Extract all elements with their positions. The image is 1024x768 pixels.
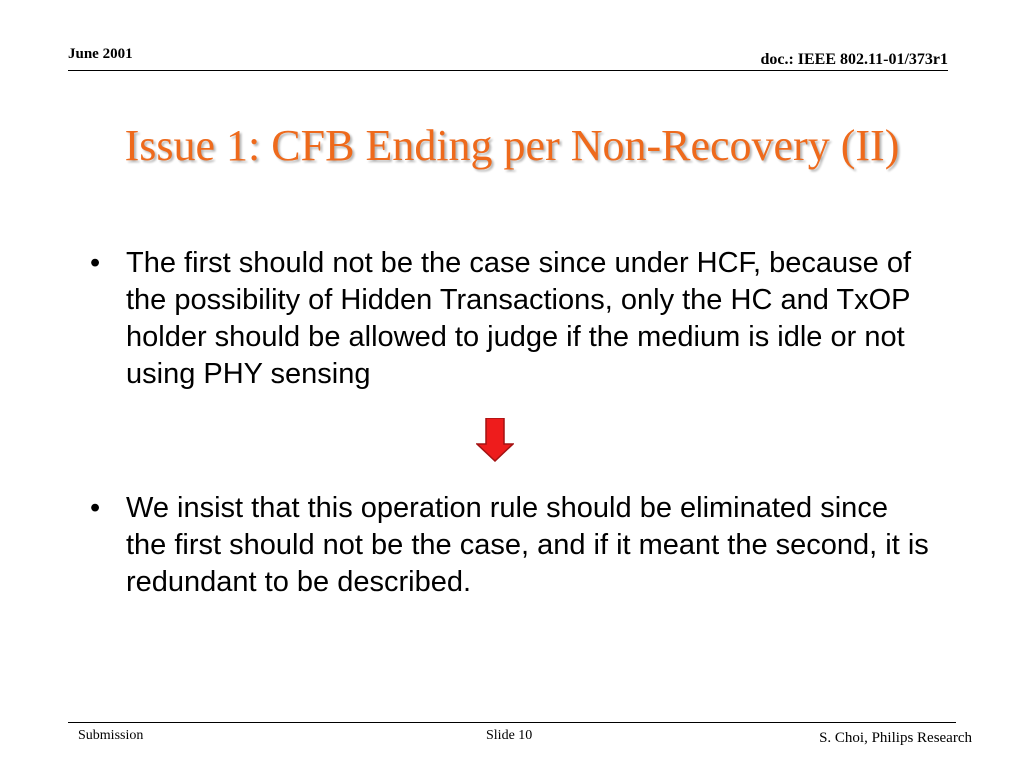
header-date: June 2001 [68, 46, 133, 62]
footer-submission: Submission [78, 728, 144, 743]
bullet-text: The first should not be the case since under HCF, because of the possibility of Hidden Transactions, only the HC and TxOP holder should be allowed to judge if the medium is idle or not using PHY sensing [126, 247, 912, 390]
footer-divider [68, 722, 956, 723]
bullet-item [90, 245, 930, 393]
bullet-marker: • [90, 492, 101, 524]
bullet-marker: • [90, 247, 101, 279]
header-doc-id: doc.: IEEE 802.11-01/373r1 [760, 51, 948, 68]
footer-author: S. Choi, Philips Research [819, 730, 972, 746]
down-arrow-icon [476, 418, 514, 462]
footer-slide-number: Slide 10 [486, 728, 533, 743]
header-divider [68, 70, 948, 71]
slide-title: Issue 1: CFB Ending per Non-Recovery (II) [124, 121, 900, 170]
bullet-text: We insist that this operation rule should be eliminated since the first should not be the case, and if it meant the second, it is redundant to be described. [126, 492, 929, 598]
bullet-item [90, 490, 930, 601]
